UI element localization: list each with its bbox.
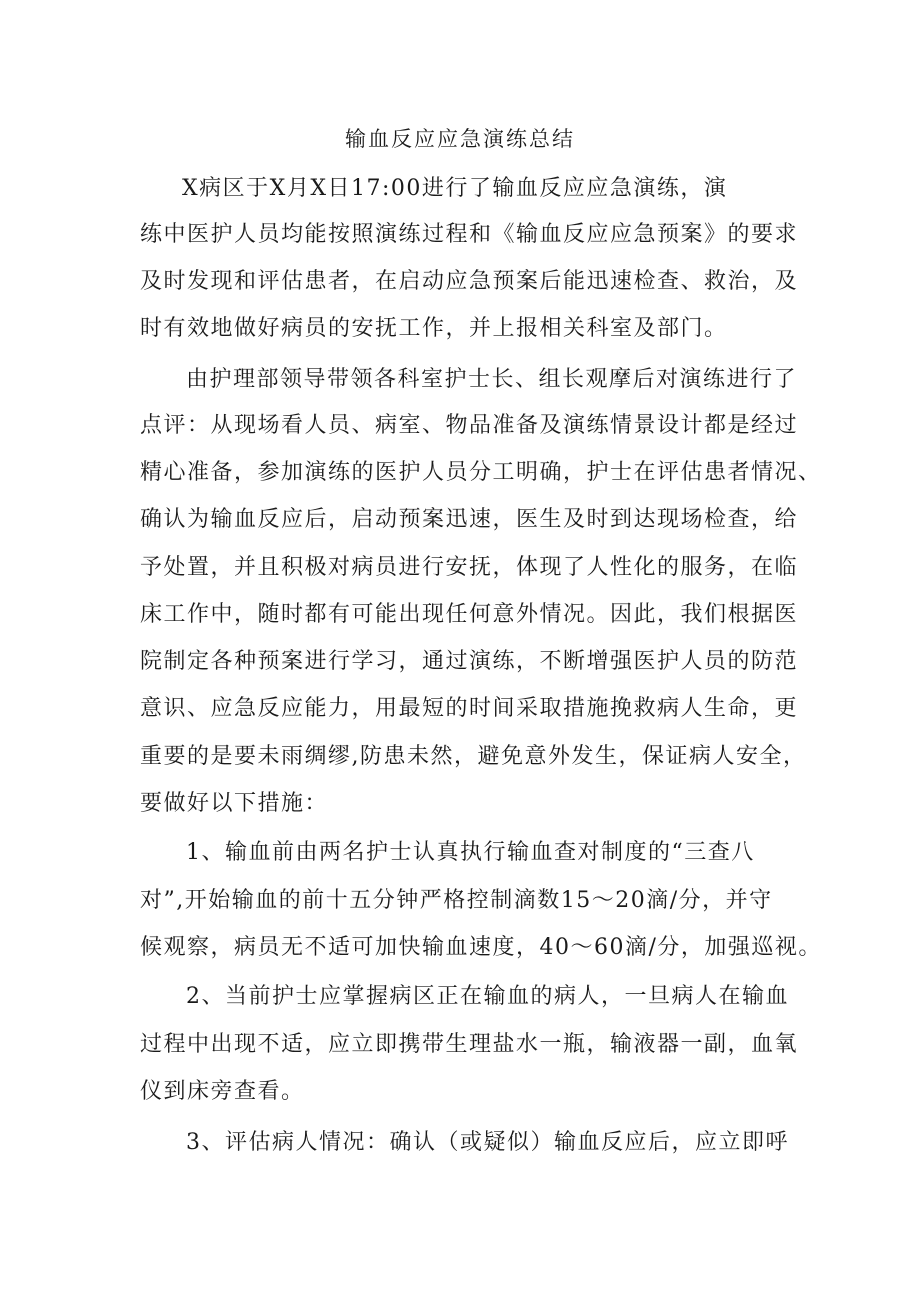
paragraph-line: 1、输血前由两名护士认真执行输血查对制度的“三查八 — [186, 840, 755, 865]
paragraph-line: 确认为输血反应后，启动预案迅速，医生及时到达现场检查，给 — [140, 507, 799, 532]
paragraph-line: 仪到床旁查看。 — [140, 1079, 305, 1104]
paragraph-line: 点评：从现场看人员、病室、物品准备及演练情景设计都是经过 — [140, 413, 799, 438]
paragraph-line: 对”,开始输血的前十五分钟严格控制滴数15～20滴/分，并守 — [140, 888, 773, 913]
paragraph-line: 3、评估病人情况：确认（或疑似）输血反应后，应立即呼 — [186, 1130, 789, 1155]
paragraph-line: 床工作中，随时都有可能出现任何意外情况。因此，我们根据医 — [140, 602, 799, 627]
paragraph-line: 时有效地做好病员的安抚工作，并上报相关科室及部门。 — [140, 316, 728, 341]
paragraph-line: 由护理部领导带领各科室护士长、组长观摩后对演练进行了 — [186, 367, 798, 392]
paragraph-line: 2、当前护士应掌握病区正在输血的病人，一旦病人在输血 — [186, 984, 789, 1009]
paragraph-line: 意识、应急反应能力，用最短的时间采取措施挽救病人生命，更 — [140, 696, 799, 721]
paragraph-line: X病区于X月X日17:00进行了输血反应应急演练，演 — [182, 176, 728, 201]
paragraph-line: 及时发现和评估患者，在启动应急预案后能迅速检查、救治，及 — [140, 269, 799, 294]
paragraph-line: 练中医护人员均能按照演练过程和《输血反应应急预案》的要求 — [140, 222, 799, 247]
paragraph-line: 过程中出现不适，应立即携带生理盐水一瓶，输液器一副，血氧 — [140, 1032, 799, 1057]
document-title: 输血反应应急演练总结 — [345, 127, 575, 151]
paragraph-line: 候观察，病员无不适可加快输血速度，40～60滴/分，加强巡视。 — [140, 935, 822, 960]
paragraph-line: 要做好以下措施： — [140, 791, 329, 816]
paragraph-line: 精心准备，参加演练的医护人员分工明确，护士在评估患者情况、 — [140, 460, 822, 485]
paragraph-line: 重要的是要未雨绸缪,防患未然，避免意外发生，保证病人安全， — [140, 744, 807, 769]
paragraph-line: 予处置，并且积极对病员进行安抚，体现了人性化的服务，在临 — [140, 555, 799, 580]
paragraph-line: 院制定各种预案进行学习，通过演练，不断增强医护人员的防范 — [140, 649, 799, 674]
